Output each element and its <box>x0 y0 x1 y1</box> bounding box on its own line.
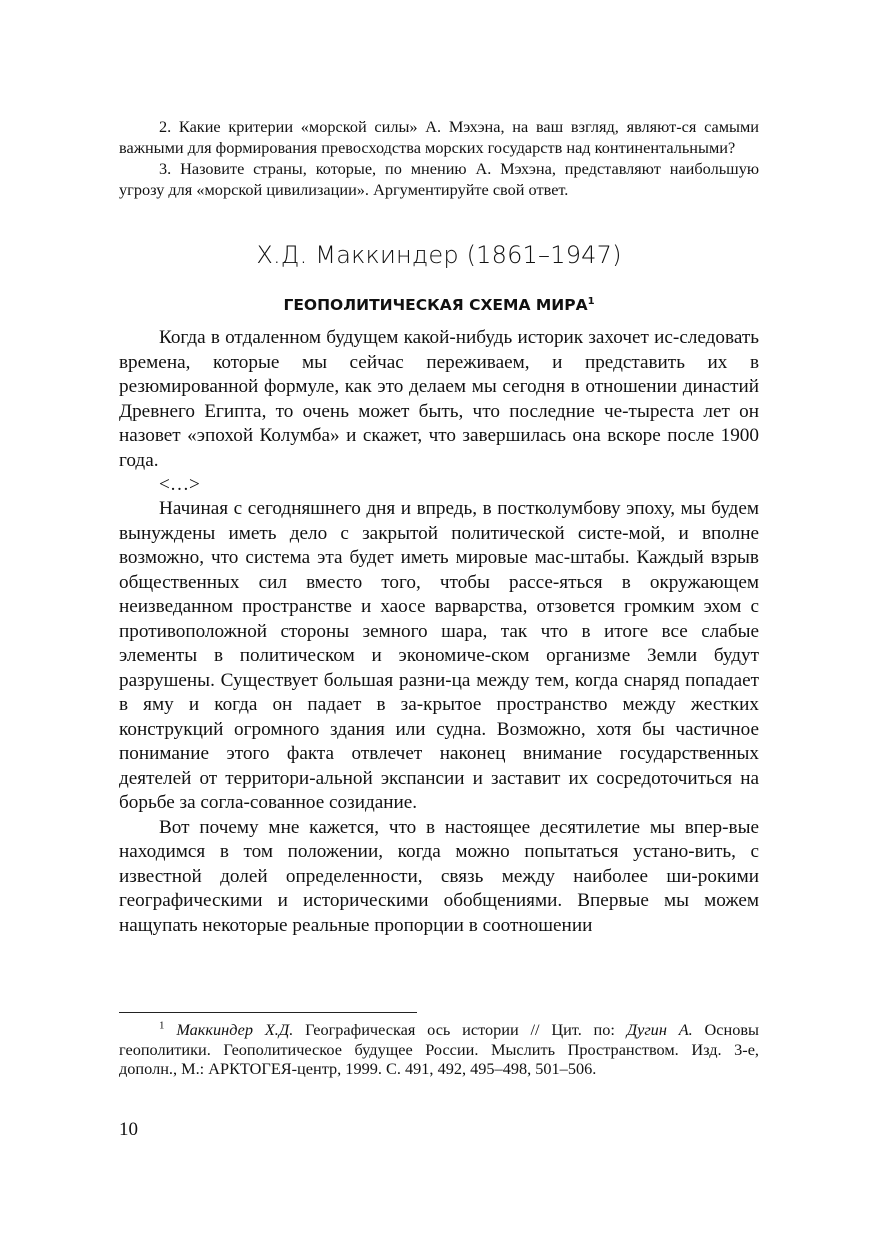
question-3: 3. Назовите страны, которые, по мнению А. Мэхэна, представляют наибольшую угрозу для «морской цивилизации». Аргументируйте свой ответ. <box>119 159 759 199</box>
paragraph-1: Когда в отдаленном будущем какой-нибудь историк захочет ис-следовать времена, которые мы сейчас переживаем, и представить их в резюмированной формуле, как это делаем мы сегодня в отношении династий Древнего Египта, то очень может быть, что последние че-тыреста лет он назовет «эпохой Колумба» и скажет, что завершилась она вскоре после 1900 года. <box>119 327 759 471</box>
footnote <box>119 1020 759 1079</box>
footnote-mark: 1 <box>159 1019 165 1032</box>
footnote-work: Географическая ось истории // Цит. по: <box>293 1020 627 1039</box>
author-heading: Х.Д. Маккиндер (1861–1947) <box>256 241 622 269</box>
footnote-cited-author: Дугин А. <box>626 1020 693 1039</box>
article-title <box>119 294 759 316</box>
footnote-divider <box>119 1012 417 1013</box>
article-title-footnote-mark: 1 <box>587 295 595 307</box>
article-body <box>119 326 759 938</box>
ellipsis-marker: <…> <box>159 474 200 495</box>
footnote-author: Маккиндер Х.Д. <box>176 1020 294 1039</box>
paragraph-3: Вот почему мне кажется, что в настоящее десятилетие мы впер-вые находимся в том положении, когда можно попытаться устано-вить, с известной долей определенности, связь между наиболее ши-рокими географическими и историческими обобщениями. Впервые мы можем нащупать некоторые реальные пропорции в соотношении <box>119 816 759 936</box>
question-2: 2. Какие критерии «морской силы» А. Мэхэна, на ваш взгляд, являют-ся самыми важными для формирования превосходства морских государств над континентальными? <box>119 117 759 157</box>
page-number: 10 <box>119 1119 138 1140</box>
page-content <box>119 116 759 938</box>
paragraph-2: Начиная с сегодняшнего дня и впредь, в постколумбову эпоху, мы будем вынуждены иметь дело с закрытой политической систе-мой, и вполне возможно, что система эта будет иметь мировые мас-штабы. Каждый взрыв общественных сил вместо того, чтобы рассе-яться в окружающем неизведанном пространстве и хаосе варварства, отзовется громким эхом с противоположной стороны земного шара, так что в итоге все слабые элементы в политическом и экономиче-ском организме Земли будут разрушены. Существует большая разни-ца между тем, когда снаряд попадает в яму и когда он падает в за-крытое пространство между жестких конструкций огромного здания или судна. Возможно, хотя бы частичное понимание этого факта отвлечет наконец внимание государственных деятелей от территори-альной экспансии и заставит их сосредоточиться на борьбе за согла-сованное созидание. <box>119 498 759 813</box>
footnote-source: Основы геополитики. Геополитическое будущее России. Мыслить Пространством. Изд. 3-е, дополн., М.: АРКТОГЕЯ-центр, 1999. С. 491, 492, 495–498, 501–506. <box>119 1020 759 1078</box>
article-title-text: ГЕОПОЛИТИЧЕСКАЯ СХЕМА МИРА <box>283 296 588 314</box>
